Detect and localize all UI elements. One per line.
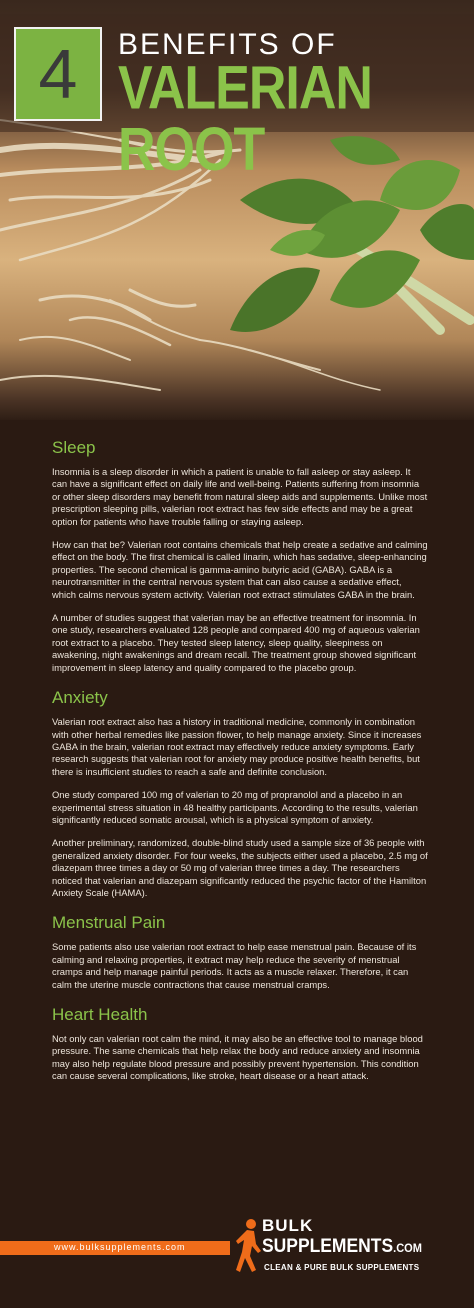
section-paragraph: Another preliminary, randomized, double-blind study used a sample size of 36 people with generalized anxiety disorder. For four weeks, the subjects either used a placebo, 2.5 mg of diazepam three times a day or 50 mg of valerian three times a day. The researchers noticed that valerian and diazepam significantly reduced the psychic factor of the Hamilton Anxiety Scale (HAMA).	[52, 837, 428, 898]
logo-com-suffix: .COM	[393, 1241, 422, 1255]
section-paragraph: How can that be? Valerian root contains chemicals that help create a sedative and calming effect on the body. The first chemical is called linarin, which has sedative, sleep-enhancing properties. The second chemical is gamma-amino butyric acid (GABA). GABA is a neurotransmitter in the central nervous system that can also cause a sedative effect, which calms nervous system activity. Valerian root extract stimulates GABA in the brain.	[52, 539, 428, 600]
hero-image	[0, 0, 474, 420]
section-heart-health	[52, 1005, 428, 1083]
article-body	[52, 438, 428, 1097]
section-heading: Anxiety	[52, 688, 108, 708]
section-paragraph: Insomnia is a sleep disorder in which a patient is unable to fall asleep or stay asleep. It can have a significant effect on daily life and well-being. Patients suffering from insomnia or other sleep disorders may benefit from natural sleep aids and supplements. Unlike most prescription sleeping pills, valerian root extract has few side effects and may be a great option for patients who have trouble falling or staying asleep.	[52, 466, 428, 527]
section-sleep	[52, 438, 428, 674]
logo-text-bulk: BULK	[262, 1216, 314, 1235]
title-line-2: VALERIAN ROOT	[118, 54, 372, 185]
number-badge	[14, 27, 102, 121]
logo-supplements-word: SUPPLEMENTS	[262, 1236, 394, 1257]
number-badge-text: 4	[38, 35, 78, 113]
title-line-1: BENEFITS OF	[118, 28, 337, 61]
section-paragraph: Valerian root extract also has a history in traditional medicine, commonly in combination with other herbal remedies like passion flower, to help manage anxiety. Since it increases GABA in the brain, valerian root extract may effectively reduce anxiety symptoms. Early research suggests that valerian root for anxiety may produce positive health benefits, but there is insufficient studies to reach a safe and definite conclusion.	[52, 716, 422, 777]
section-menstrual-pain	[52, 913, 428, 991]
section-paragraph: One study compared 100 mg of valerian to 20 mg of propranolol and a placebo in an experimental stress situation in 48 healthy participants. According to the results, valerian significantly reduced somatic arousal, which is a physical symptom of anxiety.	[52, 789, 418, 825]
section-heading: Heart Health	[52, 1005, 148, 1024]
runner-logo-icon	[234, 1218, 262, 1274]
section-paragraph: Not only can valerian root calm the mind, it may also be an effective tool to manage blood pressure. The same chemicals that help relax the body and reduce anxiety and insomnia may also help regulate blood pressure and possibly prevent hypertension. This condition can cause several complications, like stroke, heart disease or a heart attack.	[52, 1033, 423, 1082]
logo-tagline: CLEAN & PURE BULK SUPPLEMENTS	[264, 1263, 420, 1272]
logo-text-supplements	[262, 1236, 422, 1258]
section-paragraph: A number of studies suggest that valerian may be an effective treatment for insomnia. In one study, researchers evaluated 128 people and compared 400 mg of aqueous valerian root extract to a placebo. They tested sleep latency, sleep quality, sleepiness on awakening, night awakenings and dream recall. The treatment group showed significant improvement in sleep latency and quality compared to the placebo group.	[52, 612, 420, 673]
section-paragraph: Some patients also use valerian root extract to help ease menstrual pain. Because of its calming and relaxing properties, it extract may help reduce the severity of menstrual cramps and help manage painful periods. It acts as a muscle relaxer. Therefore, it can calm the uterine muscle contractions that cause menstrual cramps.	[52, 941, 417, 990]
section-heading: Menstrual Pain	[52, 913, 166, 933]
footer-url-link[interactable]: www.bulksupplements.com	[54, 1242, 186, 1252]
section-heading: Sleep	[52, 438, 96, 457]
section-anxiety	[52, 688, 428, 899]
